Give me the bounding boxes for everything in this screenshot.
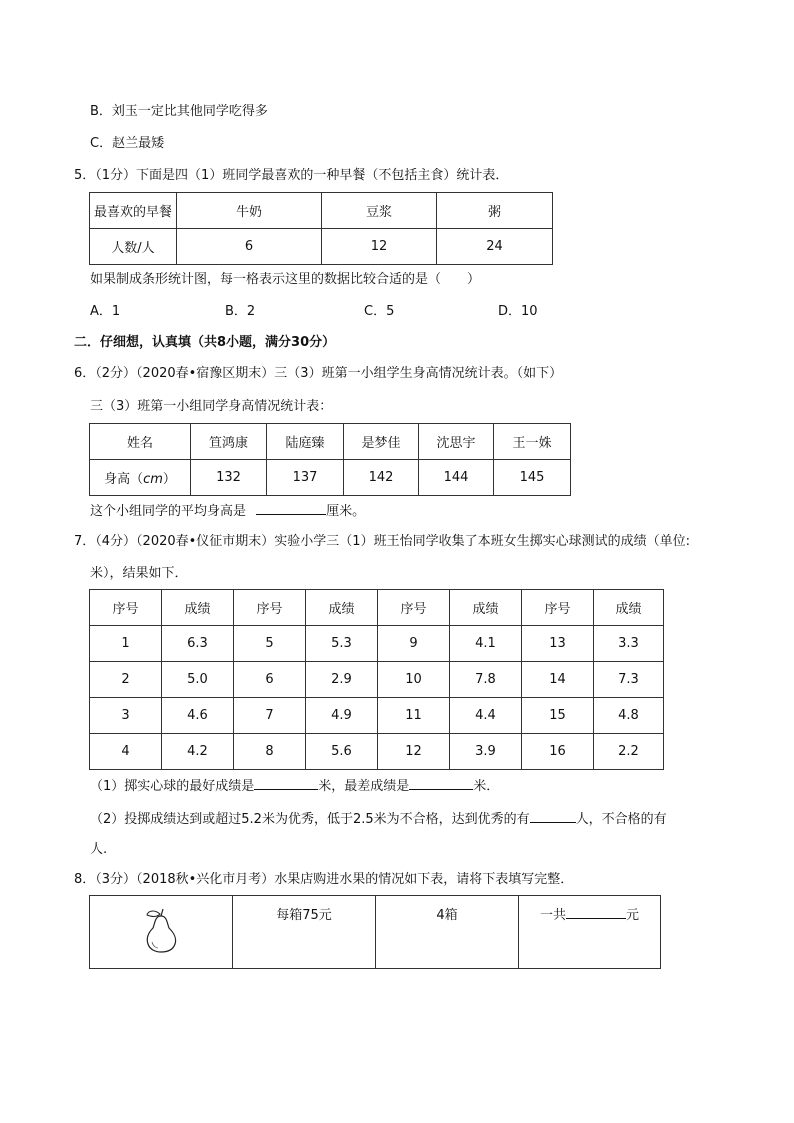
- unit-cm: cm: [143, 472, 163, 487]
- table-cell: 142: [344, 460, 419, 496]
- table-cell: 14: [522, 662, 594, 698]
- q7-sub2-line2: 人.: [90, 842, 108, 857]
- table-cell: 3: [90, 698, 162, 734]
- table-cell: 4.6: [162, 698, 234, 734]
- table-row: [90, 662, 664, 698]
- q7-sub1: [90, 775, 499, 797]
- q7-sub2-text-b: 人，不合格的有: [575, 812, 667, 827]
- answer-blank[interactable]: [530, 808, 576, 823]
- table-row: [90, 424, 571, 460]
- table-cell: 成绩: [450, 590, 522, 626]
- table-cell: 16: [522, 734, 594, 770]
- table-cell: 成绩: [162, 590, 234, 626]
- table-row: [90, 193, 553, 229]
- table-cell: 4.9: [306, 698, 378, 734]
- table-cell: 4: [90, 734, 162, 770]
- table-cell: 序号: [90, 590, 162, 626]
- table-cell: 4.8: [594, 698, 664, 734]
- table-cell: 3.9: [450, 734, 522, 770]
- table-cell: 24: [437, 229, 553, 265]
- table-cell: 是梦佳: [344, 424, 419, 460]
- q7-sub1-text-a: （1）掷实心球的最好成绩是: [90, 779, 255, 794]
- table-cell: [519, 896, 661, 969]
- table-cell: 1: [90, 626, 162, 662]
- answer-blank[interactable]: [254, 775, 318, 790]
- q6-question-post: 厘米。: [326, 504, 366, 519]
- table-cell: 8: [234, 734, 306, 770]
- q5-table: [89, 192, 553, 265]
- q5-question: 如果制成条形统计图，每一格表示这里的数据比较合适的是（ ）: [90, 272, 481, 287]
- q7-stem-line2: 米），结果如下．: [90, 566, 188, 581]
- q6-caption: 三（3）班第一小组同学身高情况统计表：: [90, 399, 333, 414]
- q7-sub2-text-a: （2）投掷成绩达到或超过5.2米为优秀，低于2.5米为不合格，达到优秀的有: [90, 812, 530, 827]
- table-cell: 2.9: [306, 662, 378, 698]
- row-label-end: ）: [162, 472, 176, 487]
- table-cell: 10: [378, 662, 450, 698]
- table-cell: 沈思宇: [419, 424, 494, 460]
- table-cell: 12: [322, 229, 437, 265]
- total-post: 元: [626, 908, 640, 923]
- table-cell: 姓名: [90, 424, 191, 460]
- row-label: 身高（: [104, 472, 144, 487]
- total-pre: 一共: [539, 908, 566, 923]
- q5-stem: 5．（1分）下面是四（1）班同学最喜欢的一种早餐（不包括主食）统计表．: [74, 168, 509, 183]
- table-cell: 6.3: [162, 626, 234, 662]
- table-cell: 最喜欢的早餐: [90, 193, 177, 229]
- table-cell: 4箱: [376, 896, 519, 969]
- q7-sub1-text-b: 米，最差成绩是: [318, 779, 410, 794]
- table-cell: 15: [522, 698, 594, 734]
- table-cell: 137: [267, 460, 344, 496]
- table-cell: 陆庭臻: [267, 424, 344, 460]
- table-cell: 13: [522, 626, 594, 662]
- table-cell: 笪鸿康: [191, 424, 267, 460]
- table-cell: 每箱75元: [233, 896, 376, 969]
- table-cell: 粥: [437, 193, 553, 229]
- answer-blank[interactable]: [409, 775, 473, 790]
- table-row: [90, 896, 661, 969]
- q8-stem: 8．（3分）（2018秋•兴化市月考）水果店购进水果的情况如下表，请将下表填写完整．: [74, 872, 574, 887]
- table-row: [90, 590, 664, 626]
- q8-table: [89, 895, 661, 969]
- table-cell: 4.4: [450, 698, 522, 734]
- q7-table: [89, 589, 664, 770]
- q6-table: [89, 423, 571, 496]
- table-cell: 成绩: [594, 590, 664, 626]
- q5-option-b: B．2: [225, 304, 256, 319]
- table-cell: 2: [90, 662, 162, 698]
- table-row: [90, 698, 664, 734]
- table-row: [90, 229, 553, 265]
- table-cell: 序号: [234, 590, 306, 626]
- answer-blank[interactable]: [256, 500, 326, 515]
- table-cell: [90, 460, 191, 496]
- q6-question: [90, 500, 365, 522]
- q4-option-c: C．赵兰最矮: [90, 136, 165, 151]
- table-cell: 6: [177, 229, 322, 265]
- table-cell: 5.0: [162, 662, 234, 698]
- table-cell: 7.3: [594, 662, 664, 698]
- q5-option-a: A．1: [90, 304, 121, 319]
- table-cell: 4.2: [162, 734, 234, 770]
- table-cell: 6: [234, 662, 306, 698]
- table-cell: 7: [234, 698, 306, 734]
- table-cell: 成绩: [306, 590, 378, 626]
- q7-stem-line1: 7．（4分）（2020春•仪征市期末）实验小学三（1）班王怡同学收集了本班女生掷实心球测试的成绩（单位:: [74, 534, 690, 549]
- table-row: [90, 626, 664, 662]
- q6-stem: 6．（2分）（2020春•宿豫区期末）三（3）班第一小组学生身高情况统计表。（如下）: [74, 366, 563, 381]
- table-cell: 11: [378, 698, 450, 734]
- table-row: [90, 460, 571, 496]
- q7-sub1-text-c: 米．: [473, 779, 500, 794]
- table-cell: 7.8: [450, 662, 522, 698]
- q4-option-b: B．刘玉一定比其他同学吃得多: [90, 104, 268, 119]
- table-cell: 人数/人: [90, 229, 177, 265]
- q7-sub2: [90, 808, 667, 830]
- table-cell: 王一姝: [494, 424, 571, 460]
- pear-icon: [138, 906, 184, 954]
- answer-blank[interactable]: [566, 904, 626, 919]
- table-cell: 5: [234, 626, 306, 662]
- table-cell: 4.1: [450, 626, 522, 662]
- table-row: [90, 734, 664, 770]
- table-cell: 144: [419, 460, 494, 496]
- table-cell: 序号: [522, 590, 594, 626]
- section-2-heading: 二．仔细想，认真填（共8小题，满分30分）: [74, 335, 336, 350]
- table-cell: 豆浆: [322, 193, 437, 229]
- q5-option-c: C．5: [364, 304, 395, 319]
- table-cell: 5.3: [306, 626, 378, 662]
- table-cell: 9: [378, 626, 450, 662]
- table-cell: 牛奶: [177, 193, 322, 229]
- table-cell: 5.6: [306, 734, 378, 770]
- table-cell: 2.2: [594, 734, 664, 770]
- table-cell: 序号: [378, 590, 450, 626]
- q6-question-pre: 这个小组同学的平均身高是: [90, 504, 247, 519]
- table-cell: [90, 896, 233, 969]
- table-cell: 12: [378, 734, 450, 770]
- table-cell: 132: [191, 460, 267, 496]
- q5-option-d: D．10: [498, 304, 538, 319]
- table-cell: 3.3: [594, 626, 664, 662]
- table-cell: 145: [494, 460, 571, 496]
